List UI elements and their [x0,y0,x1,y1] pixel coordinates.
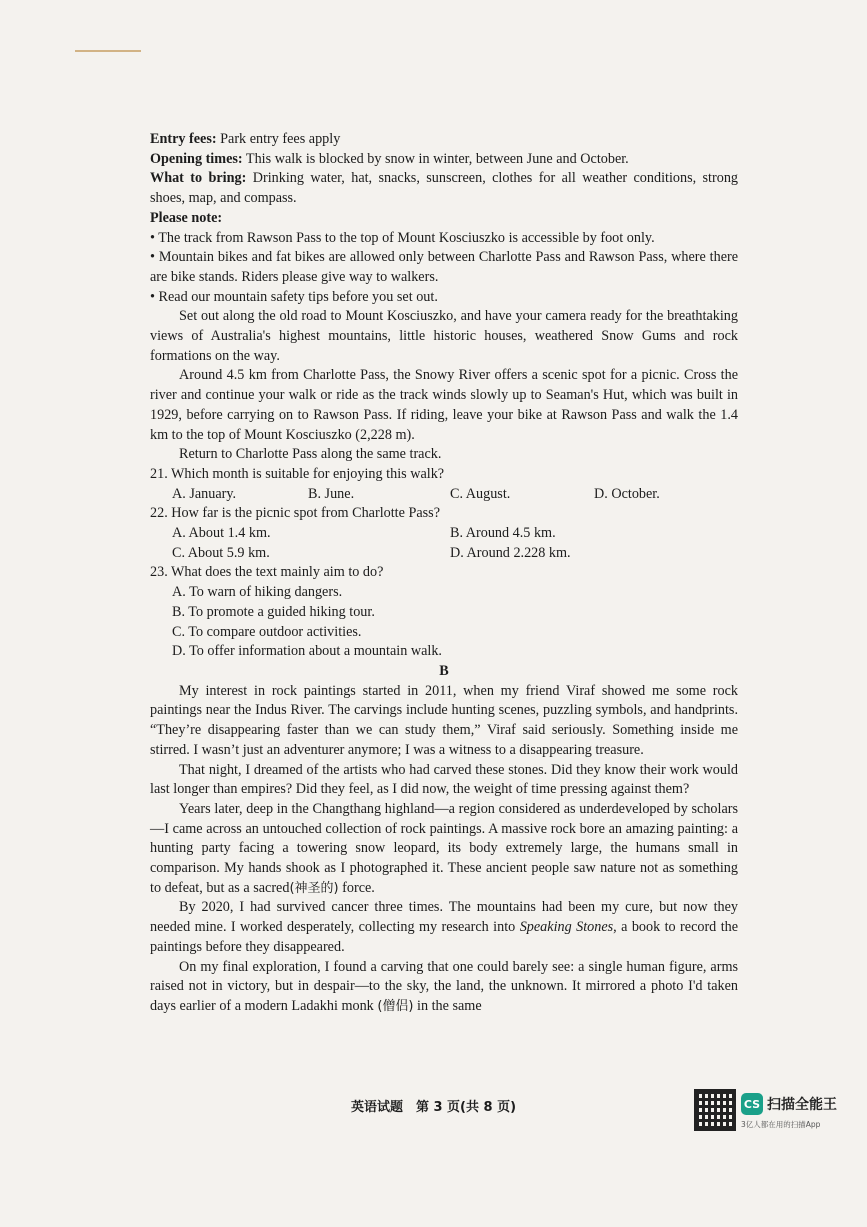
option-b: B. To promote a guided hiking tour. [172,603,375,620]
option-a: A. January. [172,485,237,502]
passage-a-paragraph: Around 4.5 km from Charlotte Pass, the Snowy River offers a scenic spot for a picnic. Cross the river and continue your walk or ride as the track winds slowly up to Seaman's Hut, which was built in 1929, before carrying on to Rawson Pass. If riding, leave your bike at Rawson Pass and walk the 1.4 km to the top of Mount Kosciuszko (2,228 m). [150,367,738,443]
option-a: A. About 1.4 km. [172,525,271,542]
scanner-app-name: 扫描全能王 [767,1097,837,1113]
scanner-app-tagline: 3亿人都在用的扫描App [741,1120,821,1129]
chinese-gloss: (僧侣) [377,998,414,1014]
question-21-options [150,485,738,505]
entry-fees-line: Entry fees: Park entry fees apply [150,131,341,147]
passage-b-paragraph: By 2020, I had survived cancer three times. The mountains had been my cure, but now they needed mine. I worked desperately, collecting my research into Speaking Stones, a book to record the paintings before they disappeared. [150,899,739,955]
option-c: C. August. [450,485,511,502]
page-footer: 英语试题 第 3 页(共 8 页) [350,1100,517,1115]
note-item: • Mountain bikes and fat bikes are allowed only between Charlotte Pass and Rawson Pass, where there are bike stands. Riders please give way to walkers. [150,248,738,287]
what-to-bring-line: What to bring: Drinking water, hat, snacks, sunscreen, clothes for all weather conditions, strong shoes, map, and compass. [150,170,739,207]
camscanner-logo-icon: CS [741,1093,763,1115]
qr-code-icon [694,1089,736,1131]
book-title: Speaking Stones [519,919,614,936]
option-d: D. To offer information about a mountain walk. [172,643,442,660]
option-d: D. Around 2.228 km. [450,544,571,561]
option-a: A. To warn of hiking dangers. [172,584,343,601]
option-b: B. June. [308,485,355,502]
question-22-options-row1 [150,524,738,544]
question-22-stem: 22. How far is the picnic spot from Charlotte Pass? [150,505,440,522]
option-d: D. October. [594,485,660,502]
passage-b-paragraph: On my final exploration, I found a carving that one could barely see: a single human figure, arms raised not in victory, but in despair—to the sky, the land, the unknown. It mirrored a photo I'd taken days earlier of a modern Ladakhi monk (僧侣) in the same [150,958,738,1014]
question-23-stem: 23. What does the text mainly aim to do? [150,564,384,581]
please-note-heading: Please note: [150,209,223,226]
passage-b-paragraph: My interest in rock paintings started in 2011, when my friend Viraf showed me some rock paintings near the Indus River. The carvings include hunting scenes, puzzling symbols, and handprints. “They’re disappearing faster than we can study them,” Viraf said seriously. Something inside me stirred. I wasn’t just an adventurer anymore; I was a witness to a disappearing treasure. [150,682,738,758]
passage-b-paragraph: Years later, deep in the Changthang highland—a region considered as underdeveloped by scholars—I came across an untouched collection of rock paintings. A massive rock bore an amazing painting: a hunting party facing a towering snow leopard, its body extremely large, the humans small in comparison. My hands shook as I photographed it. These ancient people saw nature not as something to defeat, but as a sacred(神圣的) force. [150,800,738,896]
option-c: C. To compare outdoor activities. [172,623,362,640]
chinese-gloss: (神圣的) [289,880,339,896]
scan-mark [75,50,141,52]
passage-b-paragraph: That night, I dreamed of the artists who had carved these stones. Did they know their work would last longer than empires? Did they feel, as I did now, the weight of time pressing against them? [150,761,738,798]
section-b-heading: B [439,662,449,679]
opening-times-line: Opening times: This walk is blocked by snow in winter, between June and October. [150,150,629,167]
question-21-stem: 21. Which month is suitable for enjoying this walk? [150,465,445,482]
question-22-options-row2 [150,544,738,564]
passage-a-paragraph: Set out along the old road to Mount Kosciuszko, and have your camera ready for the breathtaking views of Australia's highest mountains, little historic houses, weathered Snow Gums and rock formations on the way. [150,308,738,364]
note-item: • The track from Rawson Pass to the top of Mount Kosciuszko is accessible by foot only. [150,229,738,249]
page-content [150,130,738,1017]
option-c: C. About 5.9 km. [172,544,270,561]
option-b: B. Around 4.5 km. [450,525,556,542]
passage-a-paragraph: Return to Charlotte Pass along the same track. [179,446,442,463]
note-item: • Read our mountain safety tips before you set out. [150,288,738,308]
